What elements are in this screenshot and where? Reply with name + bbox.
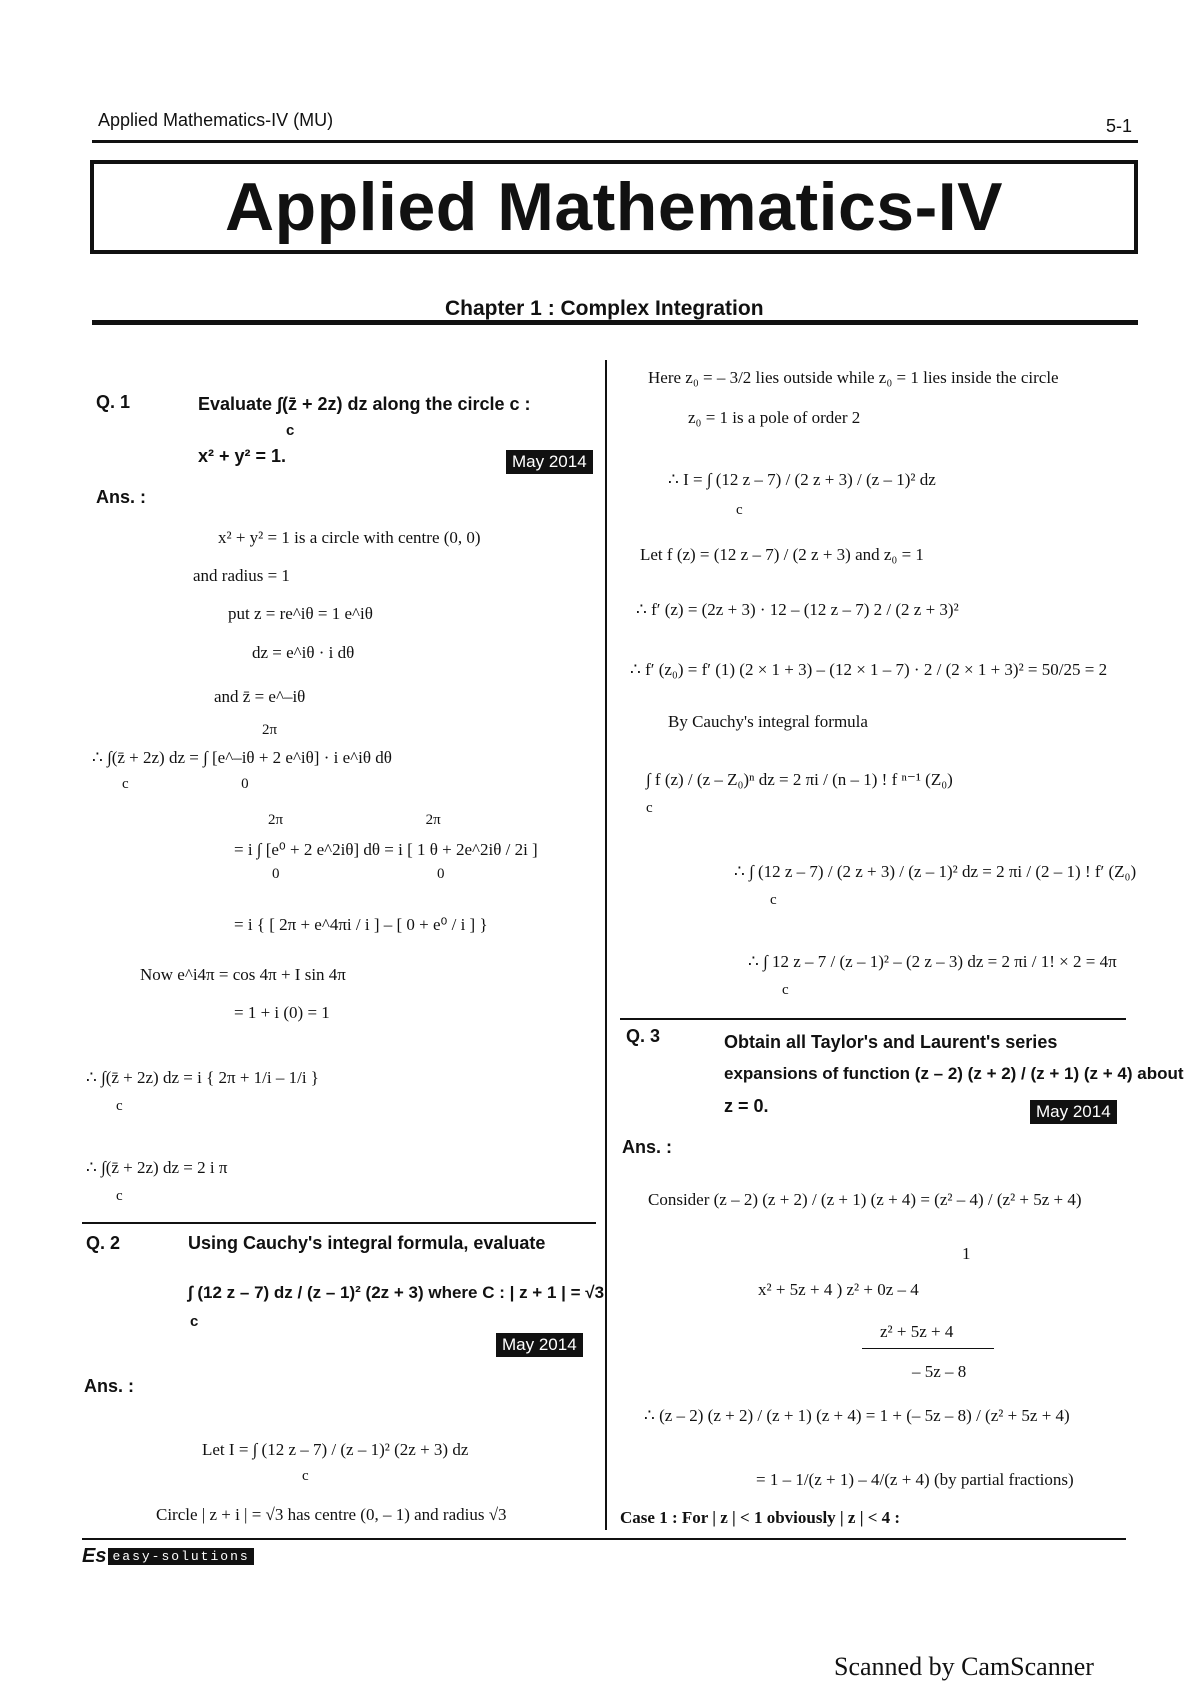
q2-exam-badge: May 2014 (496, 1333, 583, 1357)
q1-separator (82, 1222, 596, 1224)
footer-rule (82, 1538, 1126, 1540)
q1-ans-label: Ans. : (96, 487, 147, 507)
chapter-heading: Chapter 1 : Complex Integration (445, 297, 764, 320)
q1-contour-c: c (286, 422, 295, 439)
q2-limit: c (770, 892, 777, 908)
q1-limit: 0 0 (272, 866, 445, 882)
q3-text-line3: z = 0. (724, 1096, 769, 1116)
chapter-rule (92, 320, 1138, 325)
q1-limit: c (116, 1098, 123, 1114)
q2-step: Here z₀ = – 3/2 lies outside while z₀ = 1 lies inside the circle (648, 368, 1059, 387)
q1-exam-badge: May 2014 (506, 450, 593, 474)
q1-limit: c (116, 1188, 123, 1204)
running-header-title: Applied Mathematics-IV (MU) (98, 110, 334, 130)
q1-limit: c 0 (122, 776, 249, 792)
q3-ans-label: Ans. : (622, 1137, 673, 1157)
q1-step: = 1 + i (0) = 1 (234, 1003, 330, 1022)
q2-step: ∴ ∫ (12 z – 7) / (2 z + 3) / (z – 1)² dz = 2 πi / (2 – 1) ! f′ (Z₀) (734, 862, 1137, 881)
q2-separator (620, 1018, 1126, 1020)
q2-label: Q. 2 (86, 1233, 121, 1253)
q2-step: ∫ f (z) / (z – Z₀)ⁿ dz = 2 πi / (n – 1) ! f ⁿ⁻¹ (Z₀) (646, 770, 953, 789)
book-title: Applied Mathematics-IV (224, 169, 1004, 245)
q1-step: ∴ ∫(z̄ + 2z) dz = 2 i π (86, 1158, 228, 1177)
q1-step: put z = re^iθ = 1 e^iθ (228, 604, 373, 623)
q3-step: = 1 – 1/(z + 1) – 4/(z + 4) (by partial fractions) (756, 1470, 1074, 1489)
q1-limit: 2π 2π (268, 812, 441, 828)
q1-step: and radius = 1 (193, 566, 290, 585)
q2-step: ∴ ∫ 12 z – 7 / (z – 1)² – (2 z – 3) dz = 2 πi / 1! × 2 = 4π (748, 952, 1117, 971)
q2-step: Let I = ∫ (12 z – 7) / (z – 1)² (2z + 3) dz (202, 1440, 469, 1459)
publisher-logo (82, 1545, 254, 1568)
q3-step: Consider (z – 2) (z + 2) / (z + 1) (z + 4) = (z² – 4) / (z² + 5z + 4) (648, 1190, 1082, 1209)
publisher-logo-mark: Es (82, 1545, 107, 1567)
q1-step: = i { [ 2π + e^4πi / i ] – [ 0 + e⁰ / i ] } (234, 915, 488, 934)
q3-step: ∴ (z – 2) (z + 2) / (z + 1) (z + 4) = 1 + (– 5z – 8) / (z² + 5z + 4) (644, 1406, 1070, 1425)
q2-step: Let f (z) = (12 z – 7) / (2 z + 3) and z₀ = 1 (640, 545, 924, 564)
q3-text-line1: Obtain all Taylor's and Laurent's series (724, 1032, 1058, 1052)
q2-step: Circle | z + i | = √3 has centre (0, – 1) and radius √3 (156, 1505, 507, 1524)
q3-division-remainder: – 5z – 8 (912, 1362, 967, 1381)
q1-step: ∴ ∫(z̄ + 2z) dz = i { 2π + 1/i – 1/i } (86, 1068, 319, 1087)
q2-ans-label: Ans. : (84, 1376, 135, 1396)
column-divider (605, 360, 607, 1530)
q2-step: ∴ f′ (z) = (2z + 3) · 12 – (12 z – 7) 2 / (2 z + 3)² (636, 600, 959, 619)
q2-step: By Cauchy's integral formula (668, 712, 868, 731)
q1-text-line2: x² + y² = 1. (198, 446, 287, 466)
page-number: 5-1 (1106, 116, 1133, 136)
scanner-watermark: Scanned by CamScanner (834, 1652, 1094, 1681)
q3-division-quotient: 1 (962, 1244, 971, 1263)
q1-step: x² + y² = 1 is a circle with centre (0, 0) (218, 528, 481, 547)
q1-limit: 2π (262, 722, 278, 738)
q1-step: = i ∫ [e⁰ + 2 e^2iθ] dθ = i [ 1 θ + 2e^2iθ / 2i ] (234, 840, 538, 859)
q2-text-line1: Using Cauchy's integral formula, evaluate (188, 1233, 546, 1253)
q3-text-line2: expansions of function (z – 2) (z + 2) / (z + 1) (z + 4) about (724, 1064, 1184, 1083)
q1-step: and z̄ = e^–iθ (214, 687, 306, 706)
q1-step: ∴ ∫(z̄ + 2z) dz = ∫ [e^–iθ + 2 e^iθ] · i e^iθ dθ (92, 748, 392, 767)
q2-contour-c: c (190, 1313, 199, 1330)
q3-division-subtract: z² + 5z + 4 (880, 1322, 954, 1341)
q2-limit: c (736, 502, 743, 518)
q2-text-line2: ∫ (12 z – 7) dz / (z – 1)² (2z + 3) where C : | z + 1 | = √3 (188, 1283, 605, 1302)
q1-step: Now e^i4π = cos 4π + I sin 4π (140, 965, 346, 984)
q2-step: z₀ = 1 is a pole of order 2 (688, 408, 861, 427)
q2-step: ∴ I = ∫ (12 z – 7) / (2 z + 3) / (z – 1)² dz (668, 470, 936, 489)
q1-label: Q. 1 (96, 392, 131, 412)
q1-step: dz = e^iθ · i dθ (252, 643, 355, 662)
book-title-box (90, 160, 1138, 254)
publisher-logo-text: easy-solutions (108, 1548, 253, 1565)
q1-text-line1: Evaluate ∫(z̄ + 2z) dz along the circle c : (198, 394, 531, 414)
q3-case1: Case 1 : For | z | < 1 obviously | z | < 4 : (620, 1508, 901, 1527)
q3-exam-badge: May 2014 (1030, 1100, 1117, 1124)
header-rule (92, 140, 1138, 143)
q3-label: Q. 3 (626, 1026, 661, 1046)
q2-step: ∴ f′ (z₀) = f′ (1) (2 × 1 + 3) – (12 × 1 – 7) · 2 / (2 × 1 + 3)² = 50/25 = 2 (630, 660, 1108, 679)
q2-limit: c (782, 982, 789, 998)
q3-division-rule (862, 1348, 994, 1349)
q2-limit: c (302, 1468, 309, 1484)
q3-division-dividend: x² + 5z + 4 ) z² + 0z – 4 (758, 1280, 919, 1299)
q2-limit: c (646, 800, 653, 816)
